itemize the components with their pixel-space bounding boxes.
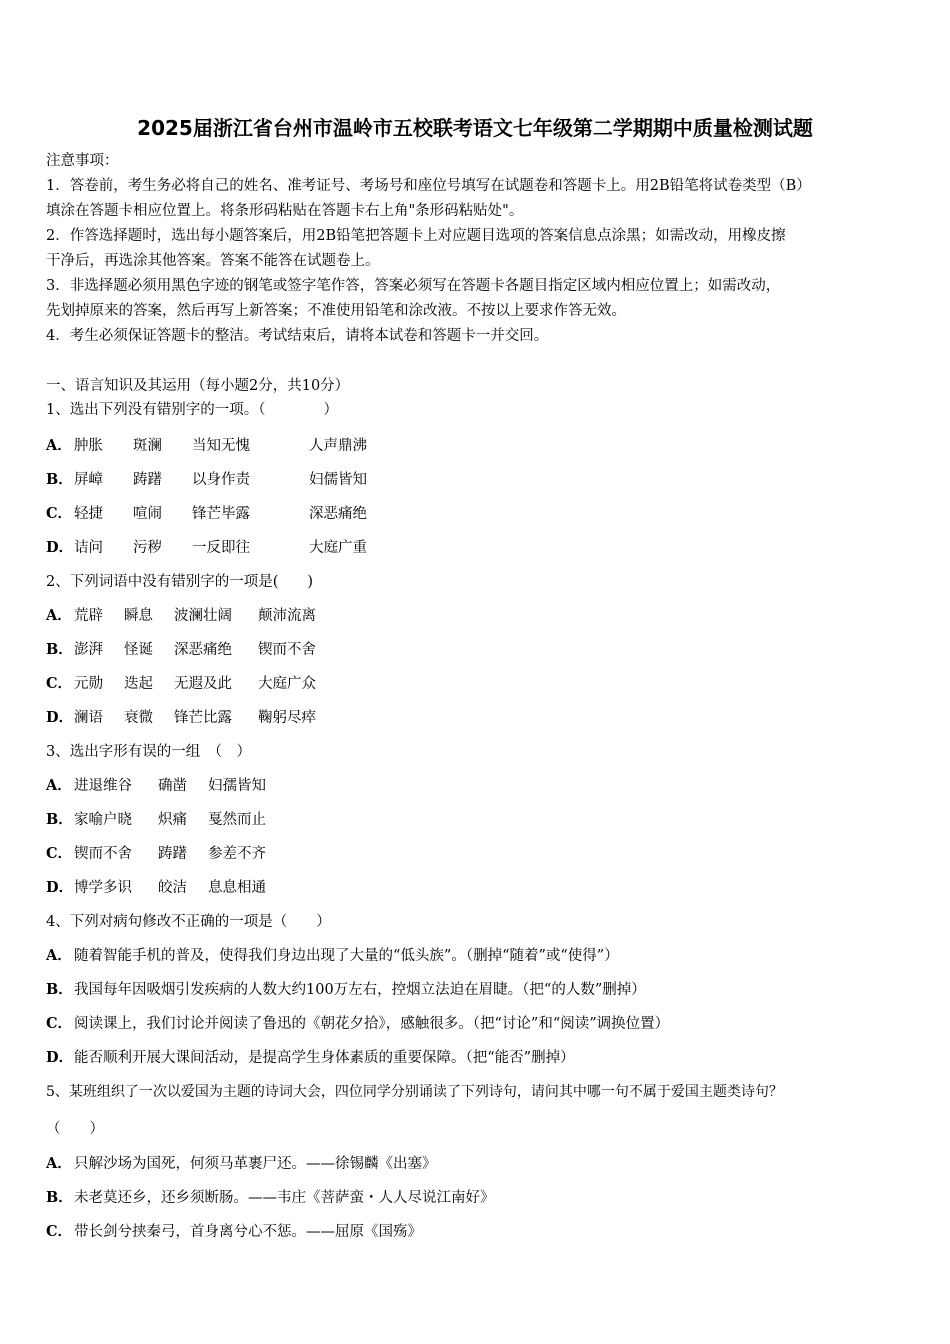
option-label: C． xyxy=(46,1015,73,1032)
option-word: 妇儒皆知 xyxy=(309,472,367,488)
option-word: 深恶痛绝 xyxy=(174,642,232,658)
question-stem: 5、某班组织了一次以爱国为主题的诗词大会，四位同学分别诵读了下列诗句，请问其中哪一句不属于爱国主题类诗句？ xyxy=(46,1084,783,1100)
option-label: C． xyxy=(46,505,73,522)
option-word: 踌躇 xyxy=(158,846,187,862)
option-word: 锲而不舍 xyxy=(74,846,132,862)
notice-line: 2．作答选择题时，选出每小题答案后，用2B铅笔把答题卡上对应题目选项的答案信息点涂黑；如需改动，用橡皮擦 xyxy=(46,228,786,244)
page-title: 2025届浙江省台州市温岭市五校联考语文七年级第二学期期中质量检测试题 xyxy=(137,116,813,140)
section-heading: 一、语言知识及其运用（每小题2分，共10分） xyxy=(46,378,350,394)
option-label: B． xyxy=(46,981,73,998)
option-word: 波澜壮阔 xyxy=(174,608,232,624)
option-label: B． xyxy=(46,641,73,658)
option-word: 妇孺皆知 xyxy=(208,778,266,794)
option-word: 参差不齐 xyxy=(208,846,266,862)
option-word: 大庭广众 xyxy=(258,676,316,692)
option-row xyxy=(46,1223,422,1241)
option-word: 炽痛 xyxy=(158,812,187,828)
option-word: 轻捷 xyxy=(74,506,103,522)
option-word: 喧闹 xyxy=(133,506,162,522)
option-text: 随着智能手机的普及，使得我们身边出现了大量的“低头族”。（删掉“随着”或“使得”） xyxy=(74,948,619,964)
option-text: 能否顺利开展大课间活动，是提高学生身体素质的重要保障。（把“能否”删掉） xyxy=(74,1050,575,1066)
option-label: A． xyxy=(46,607,72,624)
option-word: 颠沛流离 xyxy=(258,608,316,624)
option-word: 当知无愧 xyxy=(192,438,250,454)
option-word: 皎洁 xyxy=(158,880,187,896)
option-word: 一反即往 xyxy=(192,540,250,556)
option-word: 确凿 xyxy=(158,778,187,794)
notice-line: 填涂在答题卡相应位置上。将条形码粘贴在答题卡右上角"条形码粘贴处"。 xyxy=(46,203,524,219)
question-stem: 3、选出字形有误的一组 （ ） xyxy=(46,744,251,760)
option-word: 锋芒比露 xyxy=(174,710,232,726)
option-word: 戛然而止 xyxy=(208,812,266,828)
notice-line: 1．答卷前，考生务必将自己的姓名、准考证号、考场号和座位号填写在试题卷和答题卡上。用2B铅笔将试卷类型（B） xyxy=(46,178,811,194)
option-text: 只解沙场为国死，何须马革裹尸还。——徐锡麟《出塞》 xyxy=(74,1156,437,1172)
option-row xyxy=(46,675,74,693)
option-word: 澎湃 xyxy=(74,642,103,658)
option-row xyxy=(46,879,74,897)
option-word: 元勋 xyxy=(74,676,103,692)
notice-line: 干净后，再选涂其他答案。答案不能答在试题卷上。 xyxy=(46,253,380,269)
option-label: D． xyxy=(46,1049,74,1066)
option-word: 荒辟 xyxy=(74,608,103,624)
option-word: 斑澜 xyxy=(133,438,162,454)
option-label: C． xyxy=(46,675,73,692)
option-word: 进退维谷 xyxy=(74,778,132,794)
option-text: 未老莫还乡，还乡须断肠。——韦庄《菩萨蛮・人人尽说江南好》 xyxy=(74,1190,495,1206)
option-row xyxy=(46,641,74,659)
option-word: 污秽 xyxy=(133,540,162,556)
notice-line: 先划掉原来的答案，然后再写上新答案；不准使用铅笔和涂改液。不按以上要求作答无效。 xyxy=(46,303,626,319)
option-word: 博学多识 xyxy=(74,880,132,896)
option-word: 迭起 xyxy=(124,676,153,692)
question-stem: 4、下列对病句修改不正确的一项是（ ） xyxy=(46,914,331,930)
option-row xyxy=(46,845,74,863)
question-stem-blank: （ ） xyxy=(46,1121,104,1137)
option-word: 踌躇 xyxy=(133,472,162,488)
option-word: 屏嶂 xyxy=(74,472,103,488)
option-word: 锋芒毕露 xyxy=(192,506,250,522)
option-word: 大庭广重 xyxy=(309,540,367,556)
option-label: B． xyxy=(46,471,73,488)
option-word: 无遐及此 xyxy=(174,676,232,692)
option-label: A． xyxy=(46,777,72,794)
option-label: B． xyxy=(46,1189,73,1206)
option-word: 人声鼎沸 xyxy=(309,438,367,454)
option-text: 带长剑兮挟秦弓，首身离兮心不惩。——屈原《国殇》 xyxy=(74,1224,422,1240)
option-row xyxy=(46,539,74,557)
option-label: B． xyxy=(46,811,73,828)
option-word: 澜语 xyxy=(74,710,103,726)
option-word: 息息相通 xyxy=(208,880,266,896)
option-row xyxy=(46,437,74,455)
option-word: 衰微 xyxy=(124,710,153,726)
option-word: 瞬息 xyxy=(124,608,153,624)
option-word: 深恶痛绝 xyxy=(309,506,367,522)
option-word: 以身作责 xyxy=(192,472,250,488)
question-stem: 1、选出下列没有错别字的一项。（ ） xyxy=(46,402,338,418)
option-label: D． xyxy=(46,709,74,726)
option-row xyxy=(46,471,74,489)
option-text: 我国每年因吸烟引发疾病的人数大约100万左右，控烟立法迫在眉睫。（把“的人数”删掉） xyxy=(74,982,646,998)
notice-line: 3．非选择题必须用黑色字迹的钢笔或签字笔作答，答案必须写在答题卡各题目指定区域内相应位置上；如需改动， xyxy=(46,278,781,294)
option-label: C． xyxy=(46,1223,73,1240)
option-word: 怪诞 xyxy=(124,642,153,658)
option-label: D． xyxy=(46,879,74,896)
option-row xyxy=(46,947,619,965)
option-row xyxy=(46,505,74,523)
option-label: A． xyxy=(46,947,72,964)
notice-line: 4．考生必须保证答题卡的整洁。考试结束后，请将本试卷和答题卡一并交回。 xyxy=(46,328,549,344)
option-row xyxy=(46,981,646,999)
option-word: 家喻户晓 xyxy=(74,812,132,828)
option-row xyxy=(46,709,74,727)
option-text: 阅读课上，我们讨论并阅读了鲁迅的《朝花夕拾》，感触很多。（把“讨论”和“阅读”调换位置） xyxy=(74,1016,670,1032)
option-row xyxy=(46,811,74,829)
option-row xyxy=(46,607,74,625)
option-row xyxy=(46,1189,495,1207)
option-row xyxy=(46,1155,437,1173)
notice-heading: 注意事项： xyxy=(46,153,119,169)
option-label: A． xyxy=(46,437,72,454)
option-row xyxy=(46,1049,575,1067)
question-stem: 2、下列词语中没有错别字的一项是( ) xyxy=(46,574,314,590)
option-label: A． xyxy=(46,1155,72,1172)
option-label: D． xyxy=(46,539,74,556)
option-word: 诘问 xyxy=(74,540,103,556)
option-row xyxy=(46,1015,669,1033)
option-word: 肿胀 xyxy=(74,438,103,454)
option-row xyxy=(46,777,74,795)
option-label: C． xyxy=(46,845,73,862)
option-word: 锲而不舍 xyxy=(258,642,316,658)
option-word: 鞠躬尽瘁 xyxy=(258,710,316,726)
